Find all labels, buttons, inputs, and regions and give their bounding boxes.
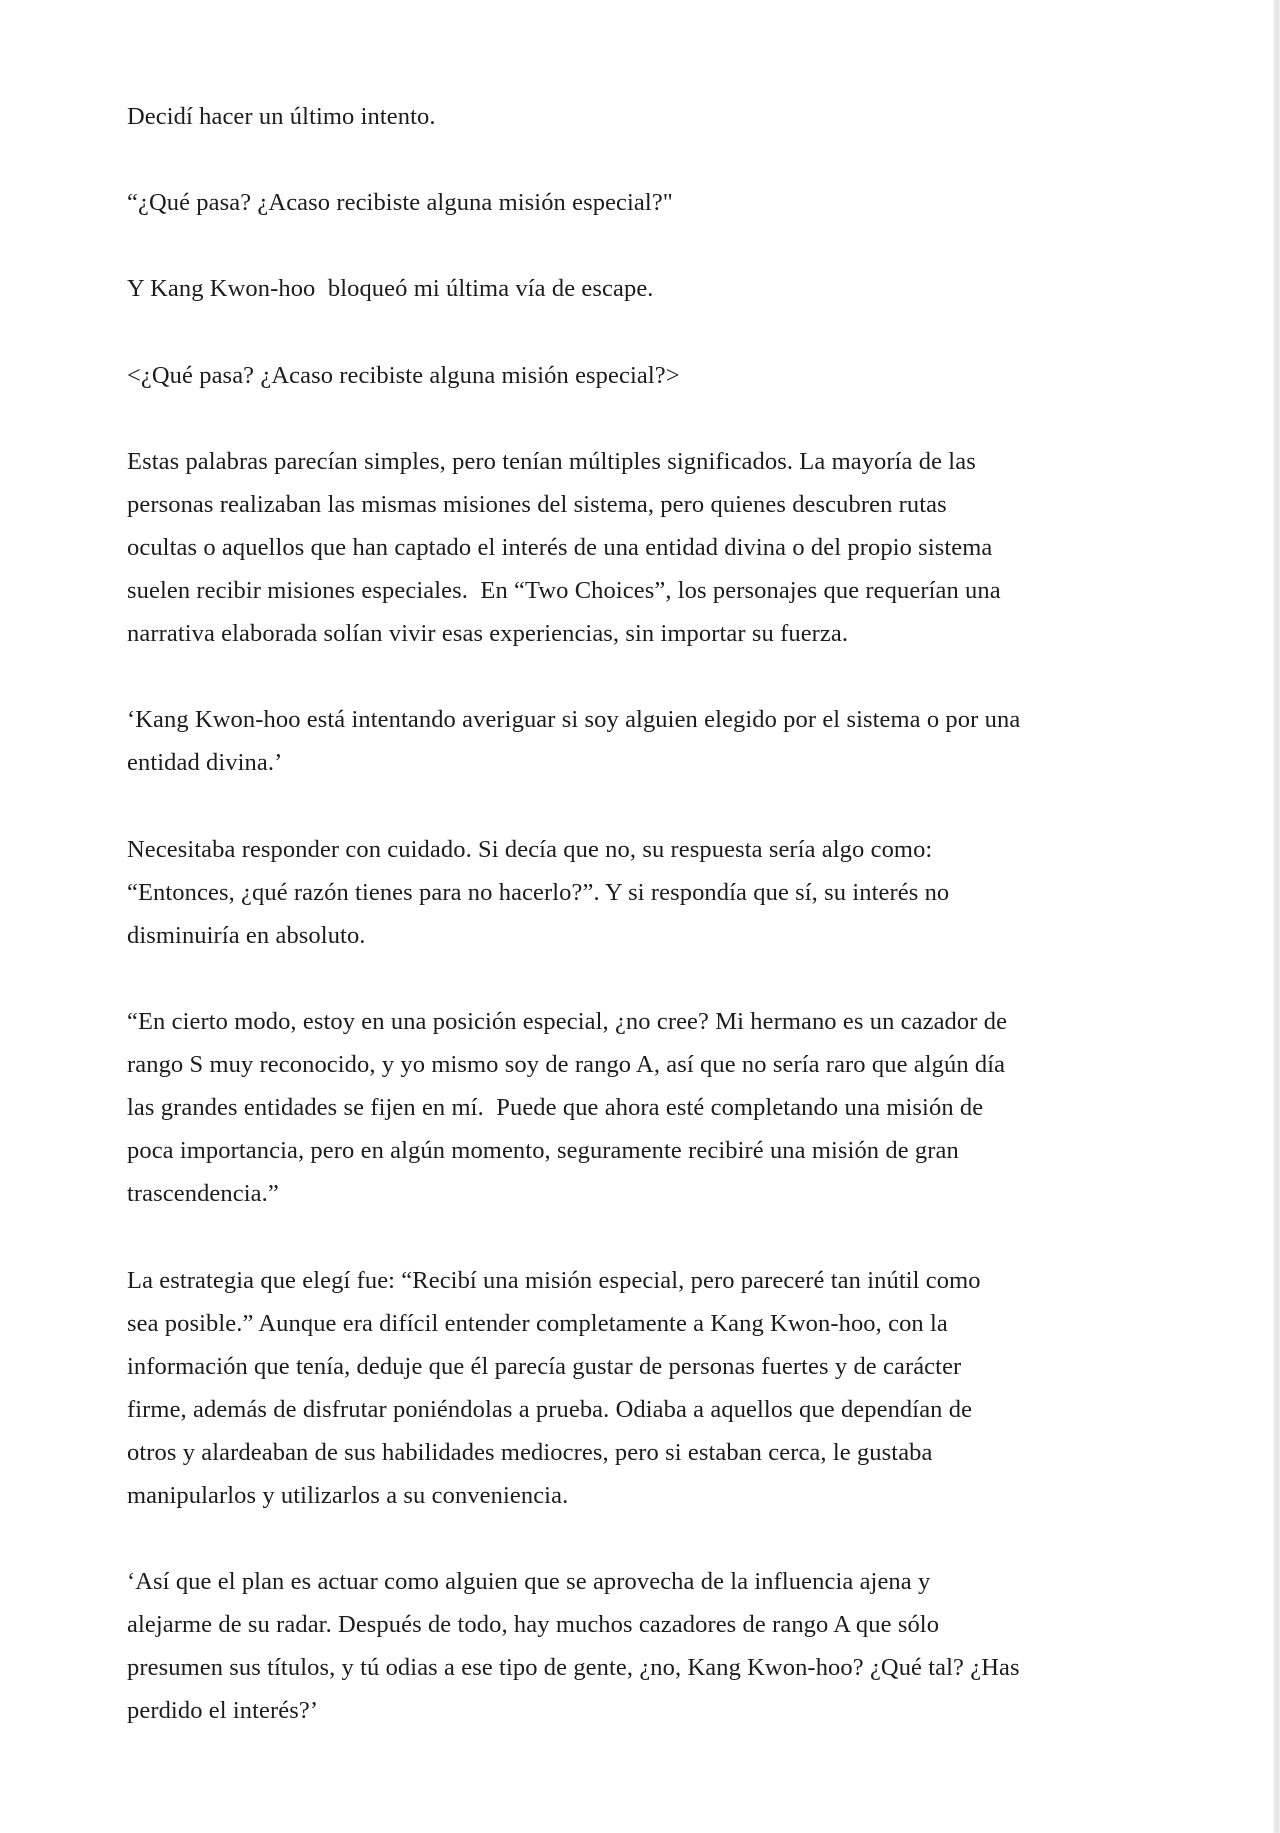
text-line: Necesitaba responder con cuidado. Si decía que no, su respuesta sería algo como: [127,835,933,863]
text-line: trascendencia.” [127,1180,279,1208]
text-line: narrativa elaborada solían vivir esas experiencias, sin importar su fuerza. [127,620,849,648]
text-line: “Entonces, ¿qué razón tienes para no hacerlo?”. Y si respondía que sí, su interés no [127,878,950,906]
scrollbar-thumb[interactable] [1275,0,1279,1833]
text-line: La estrategia que elegí fue: “Recibí una misión especial, pero pareceré tan inútil como [127,1266,981,1294]
text-line: rango S muy reconocido, y yo mismo soy de rango A, así que no sería raro que algún día [127,1051,1006,1079]
vertical-scrollbar[interactable] [1273,0,1280,1833]
paragraph [127,354,1167,397]
paragraph [127,267,1167,310]
text-line: “¿Qué pasa? ¿Acaso recibiste alguna misión especial?" [127,189,673,217]
text-line: poca importancia, pero en algún momento, seguramente recibiré una misión de gran [127,1137,959,1165]
text-line: disminuiría en absoluto. [127,921,366,949]
paragraph [127,1000,1167,1215]
text-line: suelen recibir misiones especiales. En “Two Choices”, los personajes que requerían una [127,577,1001,605]
text-line: firme, además de disfrutar poniéndolas a prueba. Odiaba a aquellos que dependían de [127,1395,973,1423]
text-line: ‘Kang Kwon-hoo está intentando averiguar si soy alguien elegido por el sistema o por una [127,706,1021,734]
text-line: información que tenía, deduje que él parecía gustar de personas fuertes y de carácter [127,1352,962,1380]
paragraph [127,698,1167,784]
text-line: presumen sus títulos, y tú odias a ese tipo de gente, ¿no, Kang Kwon-hoo? ¿Qué tal? ¿Has [127,1654,1020,1682]
text-line: alejarme de su radar. Después de todo, hay muchos cazadores de rango A que sólo [127,1611,940,1639]
text-line: “En cierto modo, estoy en una posición especial, ¿no cree? Mi hermano es un cazador de [127,1007,1008,1035]
paragraph [127,1560,1167,1732]
text-line: <¿Qué pasa? ¿Acaso recibiste alguna misión especial?> [127,361,680,389]
text-line: entidad divina.’ [127,749,283,777]
paragraph [127,828,1167,957]
text-line: Estas palabras parecían simples, pero tenían múltiples significados. La mayoría de las [127,447,976,475]
document-body [127,95,1167,1776]
text-line: Decidí hacer un último intento. [127,103,436,130]
text-line: perdido el interés?’ [127,1697,319,1725]
text-line: otros y alardeaban de sus habilidades mediocres, pero si estaban cerca, le gustaba [127,1438,933,1466]
text-line: manipularlos y utilizarlos a su conveniencia. [127,1482,569,1509]
paragraph [127,440,1167,655]
text-line: ‘Así que el plan es actuar como alguien que se aprovecha de la influencia ajena y [127,1568,931,1596]
paragraph [127,181,1167,224]
paragraph [127,1259,1167,1518]
paragraph [127,95,1167,138]
text-line: las grandes entidades se fijen en mí. Puede que ahora esté completando una misión de [127,1094,984,1122]
text-line: Y Kang Kwon-hoo bloqueó mi última vía de escape. [127,275,654,303]
text-line: sea posible.” Aunque era difícil entender completamente a Kang Kwon-hoo, con la [127,1309,948,1337]
text-line: personas realizaban las mismas misiones del sistema, pero quienes descubren rutas [127,490,947,518]
text-line: ocultas o aquellos que han captado el interés de una entidad divina o del propio sistema [127,533,993,561]
